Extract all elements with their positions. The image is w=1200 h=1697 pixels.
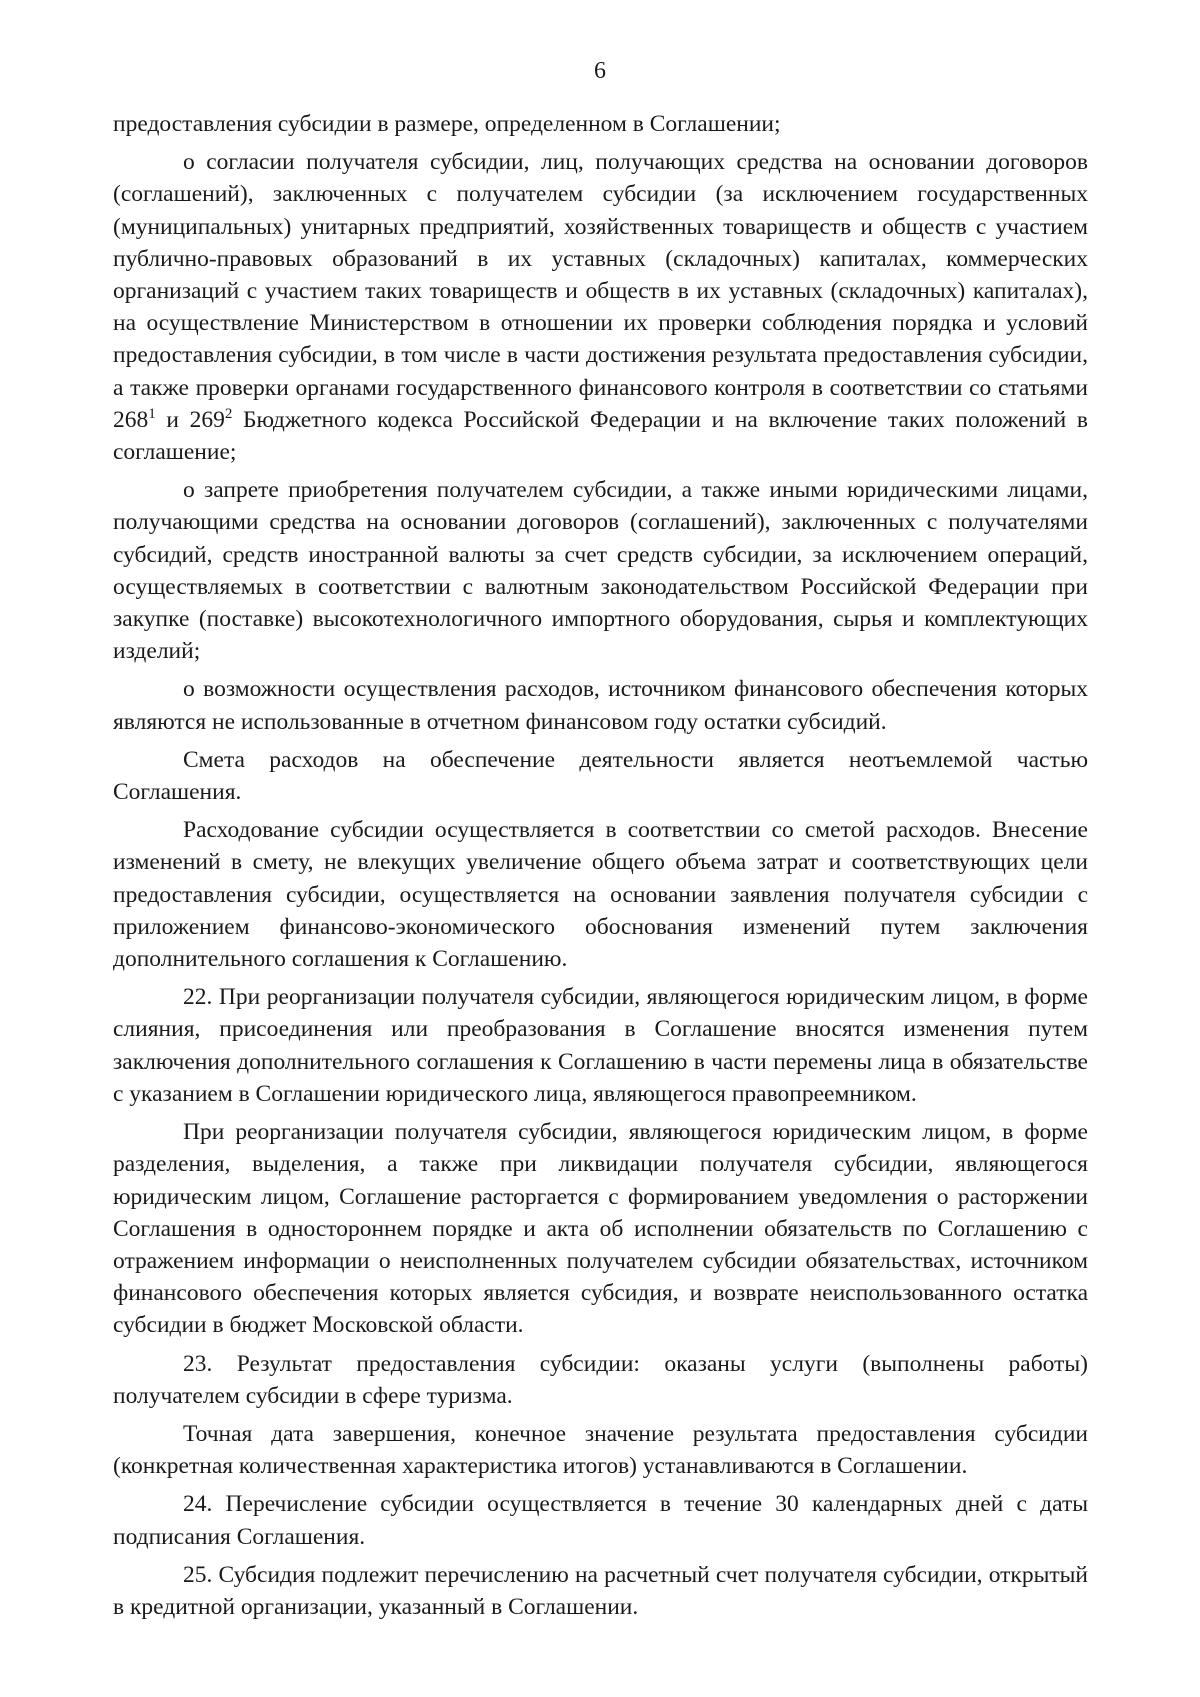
paragraph: предоставления субсидии в размере, определенном в Соглашении; [113, 111, 781, 137]
paragraph: 22. При реорганизации получателя субсидии, являющегося юридическим лицом, в форме слияния, присоединения или преобразования в Соглашение вносятся изменения путем заключения дополнительного соглашения к Соглашению в части перемены лица в обязательстве с указанием в Соглашении юридического лица, являющегося правопреемником. [113, 984, 1088, 1107]
paragraph: Точная дата завершения, конечное значение результата предоставления субсидии (конкретная количественная характеристика итогов) устанавливаются в Соглашении. [113, 1420, 1088, 1480]
paragraph: При реорганизации получателя субсидии, являющегося юридическим лицом, в форме разделения, выделения, а также при ликвидации получателя субсидии, являющегося юридическим лицом, Соглашение расторгается с формированием уведомления о расторжении Соглашения в одностороннем порядке и акта об исполнении обязательств по Соглашению с отражением информации о неисполненных получателем субсидии обязательствах, источником финансового обеспечения которых является субсидия, и возврате неиспользованного остатка субсидии в бюджет Московской области. [113, 1119, 1088, 1339]
paragraph: 25. Субсидия подлежит перечислению на расчетный счет получателя субсидии, открытый в кредитной организации, указанный в Соглашении. [113, 1561, 1088, 1620]
paragraph: 23. Результат предоставления субсидии: оказаны услуги (выполнены работы) получателем субсидии в сфере туризма. [113, 1350, 1088, 1409]
paragraph-text: о согласии получателя субсидии, лиц, получающих средства на основании договоров (соглашений), заключенных с получателем субсидии (за исключением государственных (муниципальных) унитарных предприятий, хозяйственных товариществ и обществ с участием публично-правовых образований в их уставных (складочных) капиталах, коммерческих организаций с участием таких товариществ и обществ в их уставных (складочных) капиталах), на осуществление Министерством в отношении их проверки соблюдения порядка и условий предоставления субсидии, в том числе в части достижения результата предоставления субсидии, а также проверки органами государственного финансового контроля в соответствии со статьями 268 [113, 149, 1088, 433]
document-body [113, 108, 1088, 1629]
superscript: 2 [224, 405, 233, 422]
paragraph-consent [113, 146, 1088, 468]
paragraph: о возможности осуществления расходов, источником финансового обеспечения которых являются не использованные в отчетном финансовом году остатки субсидий. [113, 676, 1088, 735]
paragraph: о запрете приобретения получателем субсидии, а также иными юридическими лицами, получающими средства на основании договоров (соглашений), заключенных с получателями субсидий, средств иностранной валюты за счет средств субсидии, за исключением операций, осуществляемых в соответствии с валютным законодательством Российской Федерации при закупке (поставке) высокотехнологичного импортного оборудования, сырья и комплектующих изделий; [113, 477, 1088, 665]
paragraph-text: и 269 [155, 406, 225, 433]
page-number: 6 [594, 58, 606, 84]
superscript: 1 [148, 405, 156, 422]
paragraph: 24. Перечисление субсидии осуществляется в течение 30 календарных дней с даты подписания Соглашения. [113, 1491, 1088, 1550]
paragraph: Расходование субсидии осуществляется в соответствии со сметой расходов. Внесение изменений в смету, не влекущих увеличение общего объема затрат и соответствующих цели предоставления субсидии, осуществляется на основании заявления получателя субсидии с приложением финансово-экономического обоснования изменений путем заключения дополнительного соглашения к Соглашению. [113, 817, 1088, 973]
paragraph: Смета расходов на обеспечение деятельности является неотъемлемой частью Соглашения. [113, 746, 1088, 806]
paragraph-text: Бюджетного кодекса Российской Федерации и на включение таких положений в соглашение; [113, 406, 1088, 466]
